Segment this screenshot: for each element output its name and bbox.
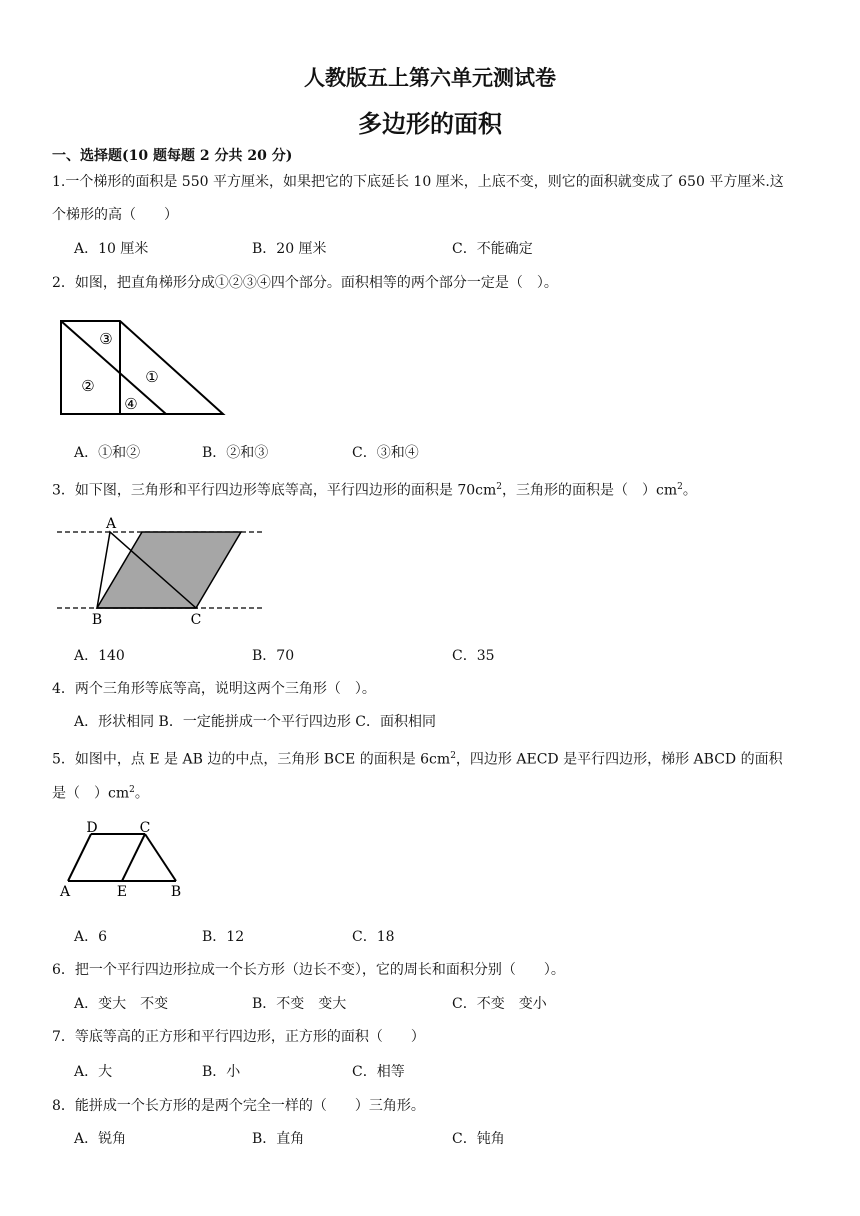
vertex-label-b: B xyxy=(91,612,103,628)
question-5-option-c[interactable]: C．18 xyxy=(352,929,395,945)
label-part-3: ③ xyxy=(99,330,113,348)
section-heading: 一、选择题(10 题每题 2 分共 20 分) xyxy=(52,148,293,164)
question-6-line-1: 6．把一个平行四边形拉成一个长方形（边长不变），它的周长和面积分别（ ）。 xyxy=(52,962,565,978)
vertex-label-b: B xyxy=(170,884,182,900)
question-2-line-1: 2．如图，把直角梯形分成①②③④四个部分。面积相等的两个部分一定是（ ）。 xyxy=(52,275,558,291)
question-5-option-b[interactable]: B．12 xyxy=(202,929,245,945)
question-5-line-1 xyxy=(52,746,783,770)
question-1-line-1: 1.一个梯形的面积是 550 平方厘米，如果把它的下底延长 10 厘米，上底不变，则它的面积就变成了 650 平方厘米.这 xyxy=(52,174,784,190)
question-2-option-c[interactable]: C．③和④ xyxy=(352,445,419,461)
question-1-line-2: 个梯形的高（ ） xyxy=(52,207,178,223)
question-4-line-1: 4．两个三角形等底等高，说明这两个三角形（ ）。 xyxy=(52,681,376,697)
parallelogram xyxy=(97,532,241,608)
question-2-option-b[interactable]: B．②和③ xyxy=(202,445,269,461)
question-2-option-a[interactable]: A．①和② xyxy=(74,445,141,461)
question-5-option-a[interactable]: A．6 xyxy=(74,929,108,945)
question-6-option-b[interactable]: B．不变 变大 xyxy=(252,996,347,1012)
vertex-label-a: A xyxy=(59,884,71,900)
question-7-option-b[interactable]: B．小 xyxy=(202,1064,241,1080)
question-3-text-a: 3．如下图，三角形和平行四边形等底等高，平行四边形的面积是 70cm xyxy=(52,482,497,499)
question-7-option-c[interactable]: C．相等 xyxy=(352,1064,405,1080)
question-8-option-a[interactable]: A．锐角 xyxy=(74,1131,127,1147)
question-6-option-c[interactable]: C．不变 变小 xyxy=(452,996,547,1012)
question-3-option-a[interactable]: A．140 xyxy=(74,648,125,664)
question-3-text-c: 。 xyxy=(682,482,697,499)
label-part-4: ④ xyxy=(124,395,138,413)
question-5-text-c: 是（ ）cm xyxy=(52,785,130,802)
vertex-label-a: A xyxy=(105,516,117,532)
question-3-figure-parallelogram-triangle xyxy=(55,512,270,630)
question-1-option-a[interactable]: A．10 厘米 xyxy=(74,241,149,257)
question-8-option-b[interactable]: B．直角 xyxy=(252,1131,305,1147)
unit-superscript: 2 xyxy=(129,785,135,795)
trapezoid-outline xyxy=(61,321,223,414)
question-5-text-d: 。 xyxy=(134,785,149,802)
label-part-2: ② xyxy=(81,377,95,395)
question-3-line-1 xyxy=(52,477,697,501)
page-title: 人教版五上第六单元测试卷 xyxy=(304,65,556,90)
question-6-option-a[interactable]: A．变大 不变 xyxy=(74,996,169,1012)
unit-superscript: 2 xyxy=(496,482,503,492)
label-part-1: ① xyxy=(145,368,159,386)
question-5-text-b: ，四边形 AECD 是平行四边形，梯形 ABCD 的面积 xyxy=(455,751,783,768)
vertex-label-d: D xyxy=(86,820,98,836)
question-5-text-a: 5．如图中，点 E 是 AB 边的中点，三角形 BCE 的面积是 6cm xyxy=(52,751,451,768)
question-7-option-a[interactable]: A．大 xyxy=(74,1064,113,1080)
vertex-label-c: C xyxy=(190,612,202,628)
question-4-options[interactable]: A．形状相同 B．一定能拼成一个平行四边形 C．面积相同 xyxy=(74,714,437,730)
question-1-option-b[interactable]: B．20 厘米 xyxy=(252,241,327,257)
question-5-line-2 xyxy=(52,780,149,804)
question-8-line-1: 8．能拼成一个长方形的是两个完全一样的（ ）三角形。 xyxy=(52,1098,425,1114)
unit-superscript: 2 xyxy=(677,482,683,492)
question-3-option-b[interactable]: B．70 xyxy=(252,648,295,664)
question-5-figure-trapezoid xyxy=(55,816,190,902)
vertex-label-e: E xyxy=(116,884,128,900)
question-8-option-c[interactable]: C．钝角 xyxy=(452,1131,505,1147)
question-3-text-b: ，三角形的面积是（ ）cm xyxy=(502,482,678,499)
question-7-line-1: 7．等底等高的正方形和平行四边形，正方形的面积（ ） xyxy=(52,1029,425,1045)
question-2-figure-trapezoid xyxy=(55,315,230,420)
question-1-option-c[interactable]: C．不能确定 xyxy=(452,241,533,257)
page-subtitle: 多边形的面积 xyxy=(358,110,502,138)
question-3-option-c[interactable]: C．35 xyxy=(452,648,495,664)
vertex-label-c: C xyxy=(139,820,151,836)
unit-superscript: 2 xyxy=(450,751,456,761)
